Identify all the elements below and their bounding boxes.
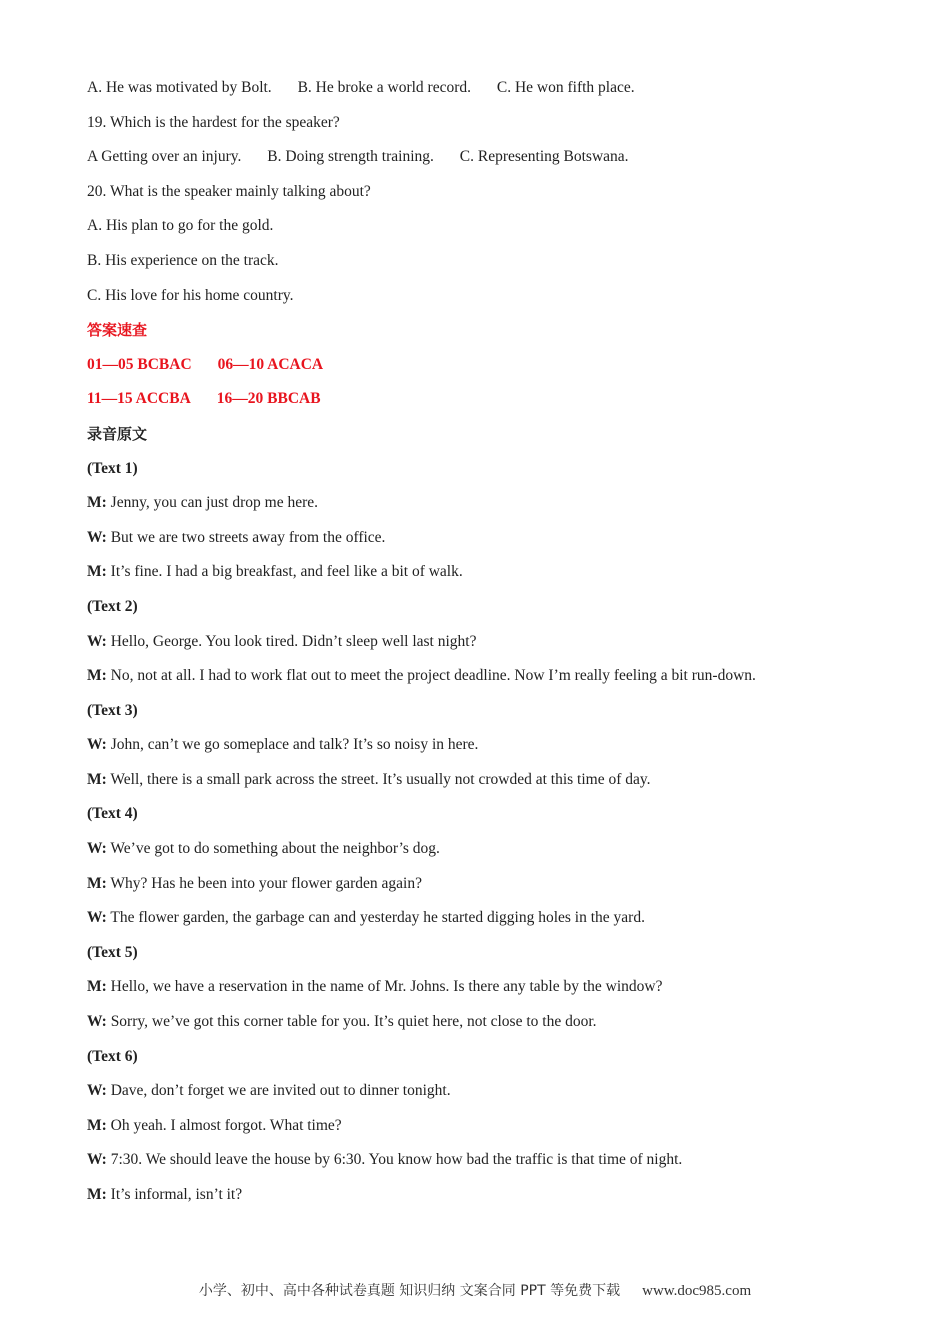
dialog-line <box>87 632 887 652</box>
dialog-text: John, can’t we go someplace and talk? It’s so noisy in here. <box>106 736 479 754</box>
answers-range: 06—10 ACACA <box>217 355 324 373</box>
text-label: (Text 2) <box>87 597 138 615</box>
footer-text: 小学、初中、高中各种试卷真题 知识归纳 文案合同 PPT 等免费下载 <box>198 1283 621 1299</box>
dialog-line <box>87 770 887 790</box>
q20-option-c: C. His love for his home country. <box>87 286 294 304</box>
speaker-label: M: <box>87 770 107 788</box>
dialog-text: We’ve got to do something about the neighbor’s dog. <box>106 840 440 858</box>
transcript-body <box>87 459 887 1205</box>
dialog-text: Jenny, you can just drop me here. <box>106 494 318 512</box>
dialog-line <box>87 493 887 513</box>
q19-question: 19. Which is the hardest for the speaker? <box>87 113 340 131</box>
dialog-line <box>87 977 887 997</box>
answers-range: 11—15 ACCBA <box>87 390 191 408</box>
dialog-text: Why? Has he been into your flower garden again? <box>106 874 422 892</box>
dialog-text: It’s fine. I had a big breakfast, and feel like a bit of walk. <box>106 563 463 581</box>
speaker-label: W: <box>87 909 107 927</box>
answers-row-1 <box>87 355 887 375</box>
speaker-label: W: <box>87 1013 107 1031</box>
q18-option-b: B. He broke a world record. <box>297 79 472 96</box>
answers-range: 01—05 BCBAC <box>87 355 192 373</box>
text-label: (Text 5) <box>87 943 138 961</box>
speaker-label: M: <box>87 667 107 685</box>
dialog-text: Hello, we have a reservation in the name of Mr. Johns. Is there any table by the window? <box>106 978 663 996</box>
dialog-line <box>87 562 887 582</box>
speaker-label: M: <box>87 978 107 996</box>
transcript-heading: 录音原文 <box>87 424 148 443</box>
speaker-label: M: <box>87 1186 107 1203</box>
answers-row-2 <box>87 389 887 409</box>
text-label: (Text 4) <box>87 805 138 823</box>
dialog-line <box>87 528 887 548</box>
q19-option-b: B. Doing strength training. <box>267 148 434 166</box>
dialog-text: It’s informal, isn’t it? <box>106 1186 243 1203</box>
dialog-line <box>87 1116 887 1136</box>
dialog-text: Dave, don’t forget we are invited out to dinner tonight. <box>106 1082 451 1100</box>
text-label: (Text 6) <box>87 1047 138 1065</box>
speaker-label: M: <box>87 874 107 892</box>
q18-option-c: C. He won fifth place. <box>496 79 635 96</box>
speaker-label: W: <box>87 736 107 754</box>
speaker-label: M: <box>87 563 107 581</box>
q20-question: 20. What is the speaker mainly talking about? <box>87 182 371 200</box>
speaker-label: M: <box>87 1116 107 1134</box>
q19-option-a: A Getting over an injury. <box>87 148 242 166</box>
dialog-text: Hello, George. You look tired. Didn’t sleep well last night? <box>106 632 477 650</box>
dialog-line <box>87 666 887 686</box>
dialog-text: Well, there is a small park across the street. It’s usually not crowded at this time of day. <box>106 770 651 788</box>
speaker-label: W: <box>87 632 107 650</box>
speaker-label: W: <box>87 1151 107 1169</box>
dialog-text: No, not at all. I had to work flat out to meet the project deadline. Now I’m really feeling a bit run-down. <box>106 667 756 685</box>
q18-option-a: A. He was motivated by Bolt. <box>87 79 272 96</box>
dialog-line <box>87 1012 887 1032</box>
answers-range: 16—20 BBCAB <box>216 390 321 408</box>
dialog-line <box>87 1185 887 1205</box>
q20-option-a: A. His plan to go for the gold. <box>87 217 274 235</box>
q19-options <box>87 147 887 167</box>
speaker-label: M: <box>87 494 107 512</box>
dialog-line <box>87 874 887 894</box>
dialog-text: 7:30. We should leave the house by 6:30. You know how bad the traffic is that time of night. <box>106 1151 683 1169</box>
q19-option-c: C. Representing Botswana. <box>459 148 629 166</box>
document-page <box>87 78 887 1220</box>
dialog-text: Oh yeah. I almost forgot. What time? <box>106 1116 342 1134</box>
page-footer <box>0 1280 950 1300</box>
dialog-line <box>87 1150 887 1170</box>
text-label: (Text 3) <box>87 701 138 719</box>
q20-option-b: B. His experience on the track. <box>87 251 279 269</box>
speaker-label: W: <box>87 1082 107 1100</box>
dialog-line <box>87 839 887 859</box>
dialog-text: The flower garden, the garbage can and yesterday he started digging holes in the yard. <box>106 909 645 927</box>
dialog-text: But we are two streets away from the office. <box>106 528 386 546</box>
dialog-line <box>87 908 887 928</box>
speaker-label: W: <box>87 528 107 546</box>
answers-heading: 答案速查 <box>87 321 148 340</box>
footer-site: www.doc985.com <box>642 1283 752 1299</box>
text-label: (Text 1) <box>87 459 138 477</box>
q18-options <box>87 78 887 98</box>
dialog-line <box>87 1081 887 1101</box>
dialog-text: Sorry, we’ve got this corner table for you. It’s quiet here, not close to the door. <box>106 1013 597 1031</box>
dialog-line <box>87 735 887 755</box>
speaker-label: W: <box>87 840 107 858</box>
